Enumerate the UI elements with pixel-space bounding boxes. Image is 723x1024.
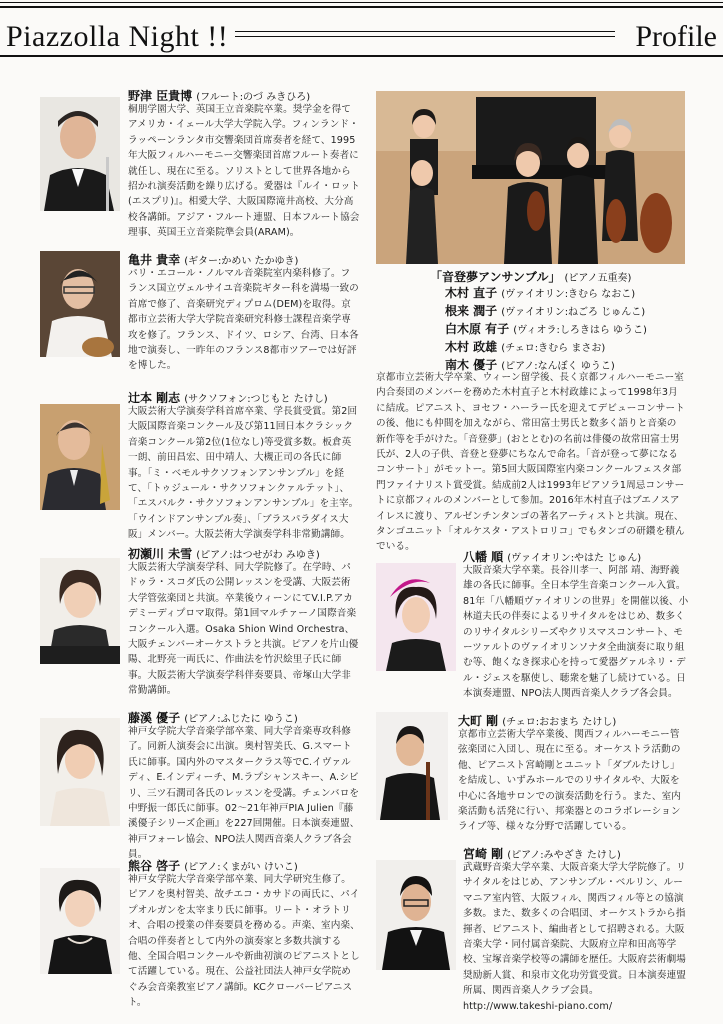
profile-photo-miyazaki — [376, 860, 456, 970]
profile-photo-fujitani — [40, 718, 120, 826]
section-title: Profile — [635, 20, 717, 53]
ensemble-member: 南木 優子 (ピアノ:なんぼく ゆうこ) — [445, 358, 615, 372]
profile-name-miyazaki: 宮崎 剛 (ピアノ:みやざき たけし) — [463, 847, 621, 861]
profile-name-kumagai: 熊谷 啓子 (ピアノ:くまがい けいこ) — [128, 859, 298, 873]
profile-bio-fujitani: 神戸女学院大学音楽学部卒業、同大学音楽専攻科修了。同新人演奏会に出演。奥村智美氏、G.スマート氏に師事。国内外のマスタークラス等でC.イヴァルディ、E.インディーチ、M.ラプシャンスキー、A.シビリ、三ツ石潤司各氏のレッスンを受講。チェンバロを中野振一郎氏に師事。02〜21年神戸PIA Julien『藤溪優子シリーズ企画』を227回開催。日本演奏連盟、神戸フォーレ協会、NPO法人関西音楽人クラブ各会員。 — [128, 726, 360, 861]
header-rule-top — [0, 2, 723, 3]
ensemble-bio: 京都市立芸術大学卒業、ウィーン留学後、長く京都フィルハーモニー室内合奏団のメンバーを務めた木村直子と木村政雄によって1998年3月に結成。ピアニスト、ヨセフ・ハーラー氏を迎えてデビューコンサートの後、他にも仲間を加えながら、常田富士男氏と数多く語りと音楽の新作等を手がけた。「音登夢」(おととむ)の名前は俳優の故常田富士男氏が、2人の子供、音登と登夢にちなんで命名。「音が登って夢になるコンサート」がモットー。第5回大阪国際室内楽コンクールフェスタ部門ファイナリスト賞受賞。結成前2人は1993年ピアソラ1周忌コンサートに京都フィルのメンバーとして参加。2016年木村直子はブエノスアイレスに渡り、アルゼンチンタンゴの著名アーティストと共演。現在、タンゴユニット「オルケスタ・アストロリコ」でもタンゴの研鑽を積んでいる。 — [376, 372, 685, 553]
profile-bio-hasegawa: 大阪芸術大学演奏学科、同大学院修了。在学時、パドゥラ・スコダ氏の公開レッスンを受講、大阪芸術大学管弦楽団と共演。卒業後ウィーンにてV.I.P.アカデミーディプロマ取得。第1回マルチァーノ国際音楽コンクール入選。Osaka Shion Wind Orchestra、大阪チェンバーオーケストラと共演。ピアノを片山優陽、北野亮一両氏に、作曲法を竹沢絵里子氏に師事。大阪芸術大学演奏学科伴奏要員、帝塚山大学非常勤講師。 — [128, 562, 359, 697]
profile-photo-tsujimoto — [40, 404, 120, 510]
profile-name-tsujimoto: 辻本 剛志 (サクソフォン:つじもと たけし) — [128, 391, 328, 405]
profile-bio-kumagai: 神戸女学院大学音楽学部卒業、同大学研究生修了。ピアノを奥村智美、故チエコ・カサドの両氏に、パイプオルガンを太宰まり氏に師事。リート・オラトリオ、合唱の授業の伴奏要員を務める。声楽、室内楽、合唱の伴奏者として内外の演奏家と多数共演する他、全国合唱コンクールや新曲初演のピアニストとして活躍している。現在、公益社団法人神戸女学院めぐみ会音楽教室ピアノ講師。KCクローバーピアニスト。 — [128, 874, 360, 1009]
profile-name-fujitani: 藤溪 優子 (ピアノ:ふじたに ゆうこ) — [128, 711, 298, 725]
profile-name-yahata: 八幡 順 (ヴァイオリン:やはた じゅん) — [463, 550, 642, 564]
page-header — [0, 0, 723, 58]
profile-bio-miyazaki: 武蔵野音楽大学卒業、大阪音楽大学大学院修了。リサイタルをはじめ、アンサンブル・ベルリン、ルーマニア室内管、大阪フィル、関西フィル等との協演多数。また、数多くの合唱団、オーケストラから指揮者、ピアニスト、編曲者として招聘される。大阪音楽大学・同付属音楽院、大阪府立岸和田高等学校、宝塚音楽学校等の講師を歴任。大阪府芸術劇場奨励新人賞、和泉市文化功労賞受賞。日本演奏連盟所属、関西音楽人クラブ会員。http://www.takeshi-piano.com/ — [463, 862, 686, 1012]
ensemble-title: 「音登夢アンサンブル」 (ピアノ五重奏) — [430, 270, 632, 284]
page-title: Piazzolla Night !! — [6, 20, 229, 53]
header-mid-rule — [235, 31, 615, 32]
header-rule-top-thick — [0, 6, 723, 8]
header-rule-bottom — [0, 55, 723, 57]
profile-photo-hasegawa — [40, 558, 120, 664]
ensemble-members — [445, 285, 705, 375]
profile-name-hasegawa: 初瀬川 未雪 (ピアノ:はつせがわ みゆき) — [128, 547, 320, 561]
profile-bio-tsujimoto: 大阪芸術大学演奏学科首席卒業、学長賞受賞。第2回大阪国際音楽コンクール及び第11回日本クラシック音楽コンクール第2位(1位なし)等受賞多数。板倉英一朗、前田昌宏、田中靖人、大槻正司の各氏に師事。「ミ・ベモルサクソフォンアンサンブル」を経て、「トゥジュール・サクソフォンクァルテット」、「エスパルク・サクソフォンアンサンブル」を主宰。「ウインドアンサンブル奏」、「ブラスパラダイス大阪」メンバー。大阪芸術大学演奏学科非常勤講師。 — [128, 406, 359, 541]
ensemble-group-photo — [376, 91, 685, 264]
profile-bio-noze: 桐朋学園大学、英国王立音楽院卒業。奨学金を得てアメリカ・イェール大学大学院入学。フィンランド・ラッペーンランタ市交響楽団首席奏者を経て、1995年大阪フィルハーモニー交響楽団首席フルート奏者に就任し、現在に至る。ソリストとして世界各地から招かれ演奏活動を繰り広げる。愛器は『ルイ・ロット(エスプリ)』。相愛大学、大阪国際滝井高校、大分高校各講師。アジア・フルート連盟、日本フルート協会理事、英国王立音楽院準会員(ARAM)。 — [128, 104, 360, 239]
profile-name-kamei: 亀井 貴幸 (ギター:かめい たかゆき) — [128, 253, 299, 267]
profile-photo-noze — [40, 97, 120, 211]
profile-photo-omachi — [376, 712, 448, 820]
profile-name-noze: 野津 臣貴博 (フルート:のづ みきひろ) — [128, 89, 311, 103]
profile-bio-yahata: 大阪音楽大学卒業。長谷川孝一、阿部 靖、海野義雄の各氏に師事。全日本学生音楽コンクール入賞。81年「八幡順ヴァイオリンの世界」を開催以後、小林道夫氏の伴奏によるリサイタルをはじめ、数多くのリサイタルシリーズやクリスマスコンサート、モーツァルトのヴァイオリンソナタ全曲演奏に取り組む等、飽くなき探求心を持って愛器グァルネリ・デル・ジェスを駆使し、聴衆を魅了し続けている。日本演奏連盟、NPO法人関西音楽人クラブ各会員。 — [463, 565, 689, 700]
ensemble-member: 白木原 有子 (ヴィオラ:しろきはら ゆうこ) — [445, 322, 647, 336]
profile-bio-omachi: 京都市立芸術大学卒業後、関西フィルハーモニー管弦楽団に入団し、現在に至る。オーケストラ活動の他、ピアニスト宮崎剛とユニット「ダブルたけし」を結成し、いずみホールでのリサイタルや、大阪を中心に各地サロンでの演奏活動を行う。また、室内楽活動も活発に行い、邦楽器とのコラボレーションライブ等、様々な分野で活躍している。 — [458, 729, 681, 833]
profile-bio-kamei: パリ・エコール・ノルマル音楽院室内楽科修了。フランス国立ヴェルサイユ音楽院ギター科を満場一致の首席で修了、音楽研究ディプロム(DEM)を取得。京都市立芸術大学大学院音楽研究科修士課程音楽学専攻を修了。フランス、ドイツ、ロシア、台湾、日本各地で演奏し、一昨年のフランス8都市ツアーでは好評を博した。 — [128, 268, 359, 372]
profile-photo-yahata — [376, 563, 456, 671]
ensemble-member: 木村 直子 (ヴァイオリン:きむら なおこ) — [445, 286, 636, 300]
profile-photo-kumagai — [40, 868, 120, 974]
profile-photo-kamei — [40, 251, 120, 357]
header-mid-rule-2 — [235, 36, 615, 37]
profile-name-omachi: 大町 剛 (チェロ:おおまち たけし) — [458, 714, 617, 728]
ensemble-member: 根来 潤子 (ヴァイオリン:ねごろ じゅんこ) — [445, 304, 646, 318]
ensemble-member: 木村 政雄 (チェロ:きむら まさお) — [445, 340, 606, 354]
